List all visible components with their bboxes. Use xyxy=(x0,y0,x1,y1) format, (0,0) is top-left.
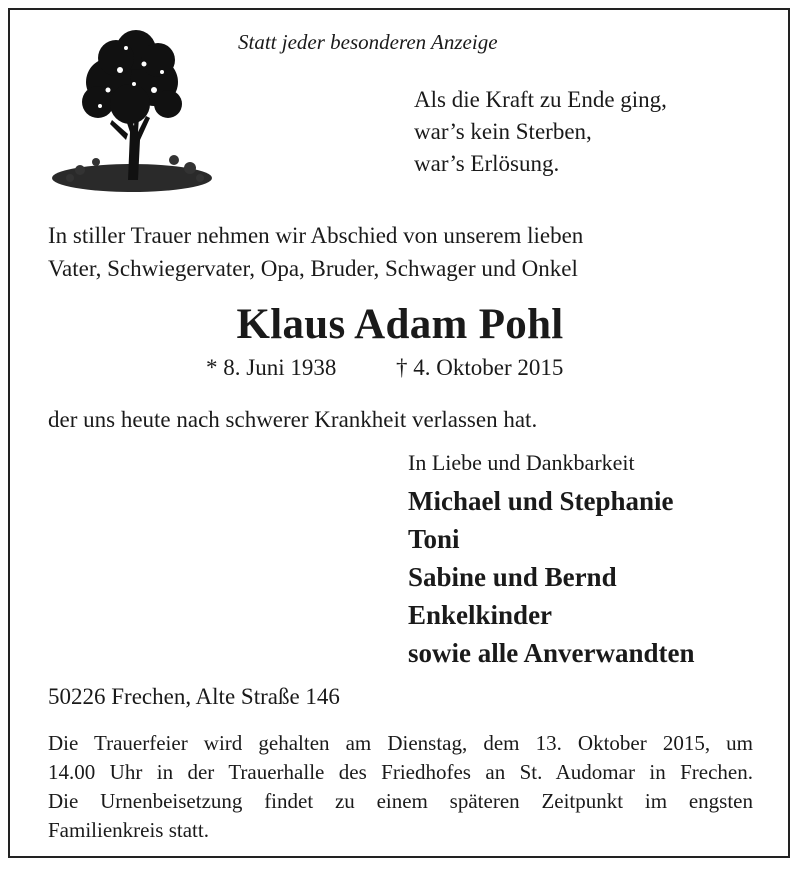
mourner-entry: sowie alle Anverwandten xyxy=(408,638,695,668)
mourner-entry: Michael und Stephanie xyxy=(408,486,674,516)
deceased-name: Klaus Adam Pohl xyxy=(236,301,564,348)
quote-line: war’s Erlösung. xyxy=(414,151,560,176)
tagline: Statt jeder besonderen Anzeige xyxy=(238,30,498,54)
death-date: † 4. Oktober 2015 xyxy=(396,355,564,380)
intro-text xyxy=(48,219,583,285)
mourner-entry: Sabine und Bernd xyxy=(408,562,617,592)
service-line: 14.00 Uhr in der Trauerhalle des Friedhofes an St. Audomar in Frechen. xyxy=(48,760,753,784)
quote-line: war’s kein Sterben, xyxy=(414,119,592,144)
intro-line: Vater, Schwiegervater, Opa, Bruder, Schwager und Onkel xyxy=(48,256,578,281)
mourners-list xyxy=(408,482,695,672)
address: 50226 Frechen, Alte Straße 146 xyxy=(48,684,340,709)
service-info xyxy=(48,729,753,845)
service-line: Die Trauerfeier wird gehalten am Dienstag, dem 13. Oktober 2015, um xyxy=(48,731,753,755)
passing-message: der uns heute nach schwerer Krankheit verlassen hat. xyxy=(48,407,538,432)
love-line: In Liebe und Dankbarkeit xyxy=(408,450,635,475)
mourner-entry: Enkelkinder xyxy=(408,600,553,630)
mourner-entry: Toni xyxy=(408,524,460,554)
quote xyxy=(414,84,667,180)
birth-date: * 8. Juni 1938 xyxy=(206,355,337,380)
service-line: Familienkreis statt. xyxy=(48,818,209,842)
intro-line: In stiller Trauer nehmen wir Abschied von unserem lieben xyxy=(48,223,584,248)
tree-icon xyxy=(50,20,220,200)
quote-line: Als die Kraft zu Ende ging, xyxy=(414,87,667,112)
service-line: Die Urnenbeisetzung findet zu einem späteren Zeitpunkt im engsten xyxy=(48,789,753,813)
